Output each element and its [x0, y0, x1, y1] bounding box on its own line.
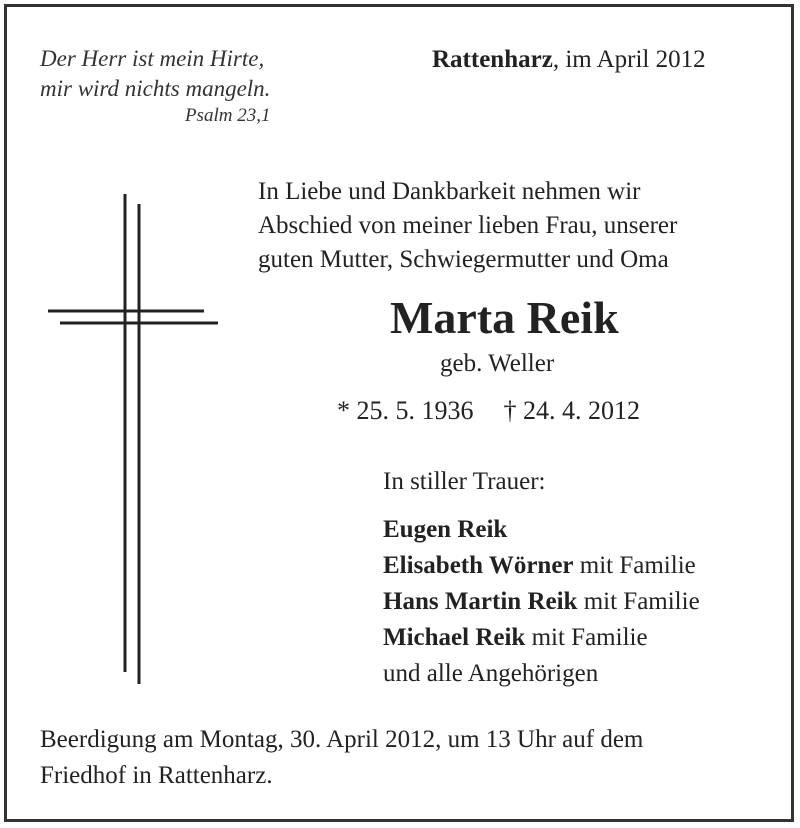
mourner-name: Elisabeth Wörner	[383, 552, 574, 579]
cross-icon	[44, 190, 224, 690]
verse-line-2: mir wird nichts mangeln.	[40, 76, 271, 101]
intro-line-2: Abschied von meiner lieben Frau, unserer	[258, 212, 678, 239]
mourning-label: In stiller Trauer:	[383, 468, 546, 495]
mourner-suffix: mit Familie	[525, 624, 648, 651]
mourner-name: Hans Martin Reik	[383, 588, 578, 615]
deceased-name: Marta Reik	[390, 292, 619, 343]
life-dates	[337, 394, 640, 428]
mourner-name: Michael Reik	[383, 624, 526, 651]
mourner-line	[383, 548, 700, 584]
mourner-suffix: mit Familie	[577, 588, 700, 615]
mourner-line	[383, 512, 700, 548]
mourner-line	[383, 584, 700, 620]
death-date: † 24. 4. 2012	[503, 396, 640, 425]
mourner-line	[383, 620, 700, 656]
notice-date: , im April 2012	[552, 46, 706, 73]
maiden-name: geb. Weller	[440, 350, 555, 377]
verse-reference: Psalm 23,1	[184, 105, 271, 126]
mourner-suffix: mit Familie	[573, 552, 696, 579]
place-date	[432, 44, 706, 76]
bible-verse	[40, 44, 270, 128]
funeral-line-1: Beerdigung am Montag, 30. April 2012, um 13 Uhr auf dem	[40, 726, 644, 753]
verse-line-1: Der Herr ist mein Hirte,	[40, 46, 265, 71]
funeral-line-2: Friedhof in Rattenharz.	[40, 762, 273, 789]
mourners-list	[383, 512, 700, 692]
intro-text	[258, 175, 677, 277]
intro-line-1: In Liebe und Dankbarkeit nehmen wir	[258, 178, 641, 205]
funeral-info	[40, 722, 643, 794]
mourner-name: Eugen Reik	[383, 516, 508, 543]
relatives-line: und alle Angehörigen	[383, 660, 599, 687]
birth-date: * 25. 5. 1936	[337, 396, 474, 425]
intro-line-3: guten Mutter, Schwiegermutter und Oma	[258, 246, 669, 273]
place-name: Rattenharz	[432, 46, 553, 73]
